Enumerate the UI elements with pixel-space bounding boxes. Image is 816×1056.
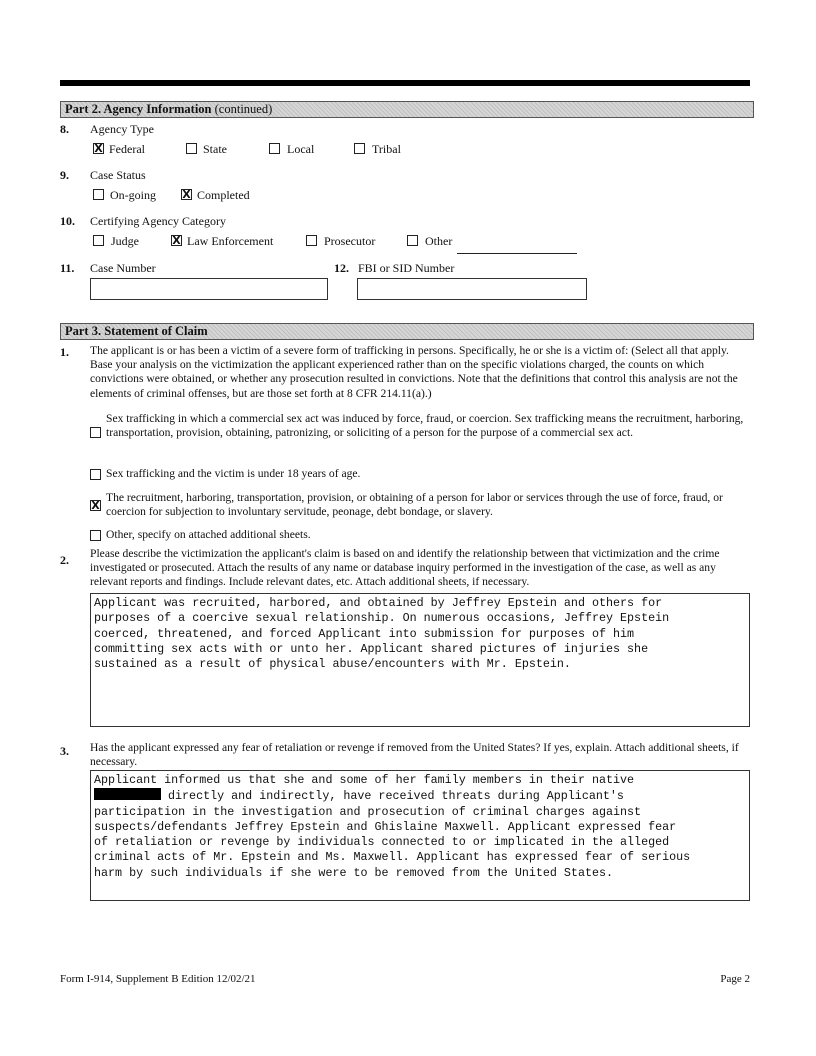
q8-number: 8. (60, 122, 69, 136)
q10-law-enforcement-checkbox[interactable]: X (172, 234, 181, 247)
q3-answer-line: Applicant informed us that she and some of her family members in their native (94, 773, 635, 787)
q10-label: Certifying Agency Category (90, 214, 226, 228)
q9-number: 9. (60, 168, 69, 182)
q10-other-checkbox[interactable] (407, 235, 418, 246)
q9-ongoing-label: On-going (110, 188, 156, 202)
p3-q1-number: 1. (60, 345, 69, 359)
part3-header: Part 3. Statement of Claim (60, 323, 754, 340)
q9-completed-checkbox[interactable]: X (182, 188, 191, 201)
q8-local-label: Local (287, 142, 315, 156)
q9-label: Case Status (90, 168, 146, 182)
q8-tribal-label: Tribal (372, 142, 401, 156)
p3-q1-text: The applicant is or has been a victim of a severe form of trafficking in persons. Specifically, he or she is a victim of: (Select all that apply. Base your analysis on the victimization the applicant experienced rather than on the specific violations charged, the counts on which convictions were obtained, or whether any prosecution resulted in convictions. Note that the definitions that control this analysis are not the elements of criminal offenses, but are those set forth at 8 CFR 214.11(a).) (90, 344, 738, 400)
case-number-field[interactable] (90, 278, 328, 300)
claim-minor-checkbox[interactable] (90, 469, 101, 480)
q12-number: 12. (334, 261, 349, 275)
q10-number: 10. (60, 214, 75, 228)
q12-label: FBI or SID Number (358, 261, 455, 275)
part2-header: Part 2. Agency Information (continued) (60, 101, 754, 118)
p3-q2-number: 2. (60, 553, 69, 567)
fear-of-retaliation-field[interactable] (90, 770, 750, 901)
form-edition: Form I-914, Supplement B Edition 12/02/21 (60, 973, 256, 985)
victimization-description-field[interactable] (90, 593, 750, 727)
q8-federal-checkbox[interactable]: X (94, 142, 103, 155)
q3-answer-line: criminal acts of Mr. Epstein and Ms. Maxwell. Applicant has expressed fear of serious (94, 850, 691, 865)
q8-label: Agency Type (90, 122, 154, 136)
q3-answer-line: of retaliation or revenge by individuals connected to or implicated in the alleged (94, 835, 670, 850)
claim-minor-text: Sex trafficking and the victim is under 18 years of age. (106, 467, 361, 480)
q9-ongoing-checkbox[interactable] (93, 189, 104, 200)
q8-tribal-checkbox[interactable] (354, 143, 365, 154)
q2-answer-line: Applicant was recruited, harbored, and obtained by Jeffrey Epstein and others for (94, 596, 663, 610)
p3-q3-text: Has the applicant expressed any fear of retaliation or revenge if removed from the United States? If yes, explain. Attach additional sheets, if necessary. (90, 741, 739, 769)
q3-answer-line: harm by such individuals if she were to be removed from the United States. (94, 865, 614, 880)
q3-answer-line: participation in the investigation and prosecution of criminal charges against (94, 804, 642, 819)
q9-completed-label: Completed (197, 188, 250, 202)
q10-judge-label: Judge (111, 234, 139, 248)
claim-sex-trafficking-text: Sex trafficking in which a commercial sex act was induced by force, fraud, or coercion. Sex trafficking means the recruitment, harboring, transportation, provision, obtaining, patronizing, or soliciting of a person for the purpose of a commercial sex act. (106, 412, 744, 439)
q3-answer-line: suspects/defendants Jeffrey Epstein and Ghislaine Maxwell. Applicant expressed fear (94, 819, 677, 834)
q8-federal-label: Federal (109, 142, 145, 156)
claim-other-checkbox[interactable] (90, 530, 101, 541)
q11-number: 11. (60, 261, 75, 275)
q8-local-checkbox[interactable] (269, 143, 280, 154)
claim-other-text: Other, specify on attached additional sheets. (106, 528, 311, 541)
q10-judge-checkbox[interactable] (93, 235, 104, 246)
claim-labor-trafficking-text: The recruitment, harboring, transportation, provision, or obtaining of a person for labor or services through the use of force, fraud, or coercion for subjection to involuntary servitude, peonage, debt bondage, or slavery. (106, 491, 723, 518)
q11-label: Case Number (90, 261, 156, 275)
fbi-sid-number-field[interactable] (357, 278, 587, 300)
q10-other-line[interactable] (457, 253, 577, 254)
q2-answer-line: coerced, threatened, and forced Applicant into submission for purposes of him (94, 626, 635, 641)
q8-state-checkbox[interactable] (186, 143, 197, 154)
q2-answer-line: sustained as a result of physical abuse/encounters with Mr. Epstein. (94, 657, 571, 672)
q10-prosecutor-checkbox[interactable] (306, 235, 317, 246)
claim-labor-trafficking-checkbox[interactable]: X (91, 499, 100, 512)
top-rule (60, 80, 750, 86)
q10-other-label: Other (425, 234, 453, 248)
page-number: Page 2 (720, 973, 750, 985)
p3-q3-number: 3. (60, 744, 69, 758)
q10-prosecutor-label: Prosecutor (324, 234, 376, 248)
q8-state-label: State (203, 142, 227, 156)
p3-q2-text: Please describe the victimization the applicant's claim is based on and identify the relationship between that victimization and the crime investigated or prosecuted. Attach the results of any name or database inquiry performed in the investigation of the case, as well as any relevant reports and findings. Include relevant dates, etc. Attach additional sheets, if necessary. (90, 547, 720, 589)
q2-answer-line: committing sex acts with or unto her. Applicant shared pictures of injuries she (94, 641, 649, 656)
redaction-block (94, 788, 161, 800)
claim-sex-trafficking-checkbox[interactable] (90, 427, 101, 438)
q10-law-enforcement-label: Law Enforcement (187, 234, 274, 248)
q2-answer-line: purposes of a coercive sexual relationship. On numerous occasions, Jeffrey Epstein (94, 611, 670, 626)
q3-answer-line: directly and indirectly, have received threats during Applicant's (94, 788, 746, 804)
